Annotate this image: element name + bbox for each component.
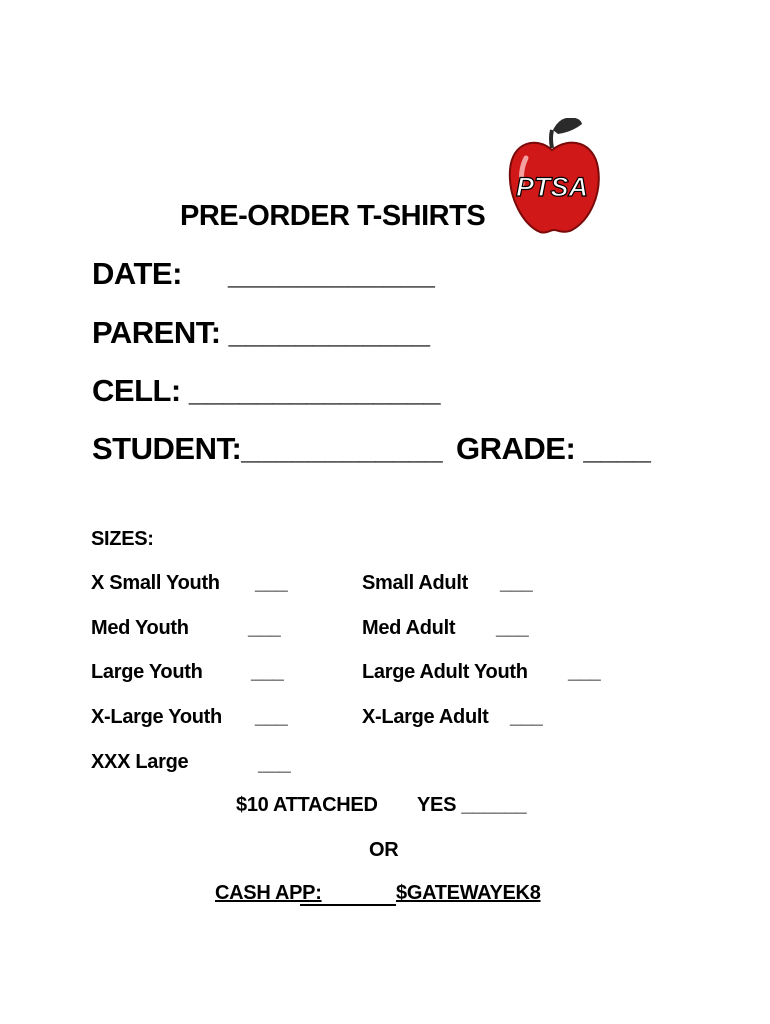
size-blank[interactable]: ___: [258, 753, 291, 775]
cashapp-underline: [300, 904, 396, 906]
date-label: DATE:: [92, 256, 182, 291]
size-blank[interactable]: ___: [255, 706, 288, 728]
grade-field[interactable]: GRADE: ____: [456, 431, 651, 466]
size-label: Med Adult: [362, 617, 456, 639]
size-label: Med Youth: [91, 617, 189, 639]
size-blank[interactable]: ___: [510, 706, 543, 728]
student-field[interactable]: STUDENT:____________: [92, 431, 443, 466]
size-label: Small Adult: [362, 572, 468, 594]
size-blank[interactable]: ___: [496, 617, 529, 639]
logo-text: PTSA: [515, 172, 588, 202]
sizes-heading: SIZES:: [91, 528, 154, 550]
cashapp-label: CASH APP:: [215, 882, 322, 904]
date-blank[interactable]: ____________: [228, 256, 435, 291]
size-blank[interactable]: ___: [255, 572, 288, 594]
size-label: XXX Large: [91, 751, 189, 773]
parent-field[interactable]: PARENT: ____________: [92, 315, 430, 350]
or-text: OR: [369, 839, 399, 861]
size-label: X-Large Adult: [362, 706, 489, 728]
size-blank[interactable]: ___: [500, 572, 533, 594]
cell-field[interactable]: CELL: _______________: [92, 373, 440, 408]
cashapp-handle[interactable]: $GATEWAYEK8: [396, 882, 541, 904]
size-blank[interactable]: ___: [568, 661, 601, 683]
yes-field[interactable]: YES ______: [417, 794, 527, 816]
page-title: PRE-ORDER T-SHIRTS: [180, 200, 486, 232]
ptsa-apple-logo: [497, 100, 592, 218]
size-label: Large Adult Youth: [362, 661, 528, 683]
size-label: X-Large Youth: [91, 706, 222, 728]
size-label: X Small Youth: [91, 572, 220, 594]
size-blank[interactable]: ___: [248, 617, 281, 639]
size-blank[interactable]: ___: [251, 661, 284, 683]
attached-label: $10 ATTACHED: [236, 794, 378, 816]
size-label: Large Youth: [91, 661, 203, 683]
